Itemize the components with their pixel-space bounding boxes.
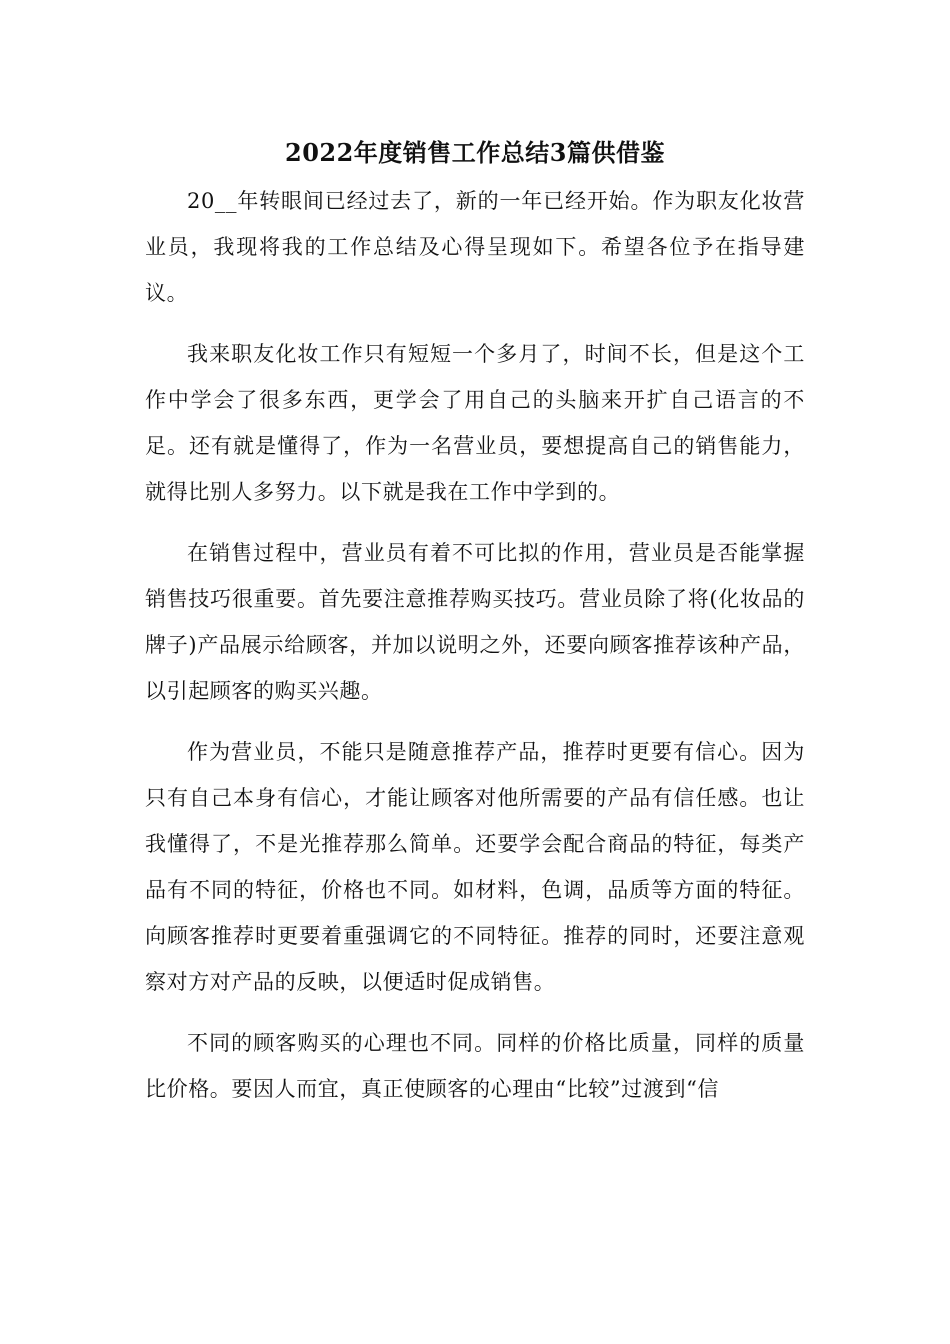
paragraph-1: 20__年转眼间已经过去了，新的一年已经开始。作为职友化妆营业员，我现将我的工作总结及心得呈现如下。希望各位予在指导建议。 <box>145 189 805 305</box>
paragraph-2: 我来职友化妆工作只有短短一个多月了，时间不长，但是这个工作中学会了很多东西，更学会了用自己的头脑来开扩自己语言的不足。还有就是懂得了，作为一名营业员，要想提高自己的销售能力，就得比别人多努力。以下就是我在工作中学到的。 <box>145 342 805 504</box>
paragraph-3: 在销售过程中，营业员有着不可比拟的作用，营业员是否能掌握销售技巧很重要。首先要注意推荐购买技巧。营业员除了将(化妆品的牌子)产品展示给顾客，并加以说明之外，还要向顾客推荐该种产品，以引起顾客的购买兴趣。 <box>145 541 805 703</box>
paragraph-4: 作为营业员，不能只是随意推荐产品，推荐时更要有信心。因为只有自己本身有信心，才能让顾客对他所需要的产品有信任感。也让我懂得了，不是光推荐那么简单。还要学会配合商品的特征，每类产品有不同的特征，价格也不同。如材料，色调，品质等方面的特征。向顾客推荐时更要着重强调它的不同特征。推荐的同时，还要注意观察对方对产品的反映，以便适时促成销售。 <box>145 740 805 994</box>
paragraph-5: 不同的顾客购买的心理也不同。同样的价格比质量，同样的质量比价格。要因人而宜，真正使顾客的心理由“比较”过渡到“信 <box>145 1031 805 1101</box>
document-body <box>145 178 805 1127</box>
document-title: 2022年度销售工作总结3篇供借鉴 <box>285 138 665 167</box>
